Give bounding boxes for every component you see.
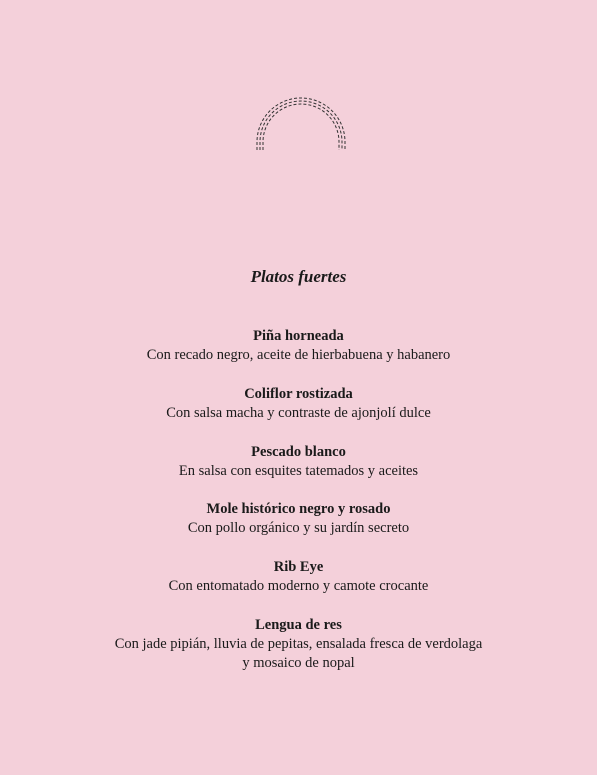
menu-item xyxy=(0,327,597,365)
dish-description: Con salsa macha y contraste de ajonjolí dulce xyxy=(166,405,431,421)
dish-description: Con pollo orgánico y su jardín secreto xyxy=(187,520,410,536)
dish-name: Mole histórico negro y rosado xyxy=(206,501,391,517)
dish-description: Con recado negro, aceite de hierbabuena y habanero xyxy=(146,347,451,363)
menu-item xyxy=(0,616,597,673)
menu-item xyxy=(0,385,597,423)
section-title: Platos fuertes xyxy=(250,267,347,286)
dish-name: Piña horneada xyxy=(253,328,344,344)
dashed-arch-icon xyxy=(254,96,348,152)
dish-name: Lengua de res xyxy=(255,617,342,633)
menu-item xyxy=(0,500,597,538)
dish-name: Rib Eye xyxy=(273,559,324,575)
dish-name: Pescado blanco xyxy=(251,444,346,460)
dish-name: Coliflor rostizada xyxy=(244,386,353,402)
menu-item xyxy=(0,443,597,481)
dish-description: Con jade pipián, lluvia de pepitas, ensalada fresca de verdolaga y mosaico de nopal xyxy=(114,636,483,671)
dish-description: Con entomatado moderno y camote crocante xyxy=(168,578,429,594)
dish-description: En salsa con esquites tatemados y aceites xyxy=(178,463,419,479)
menu-item xyxy=(0,558,597,596)
